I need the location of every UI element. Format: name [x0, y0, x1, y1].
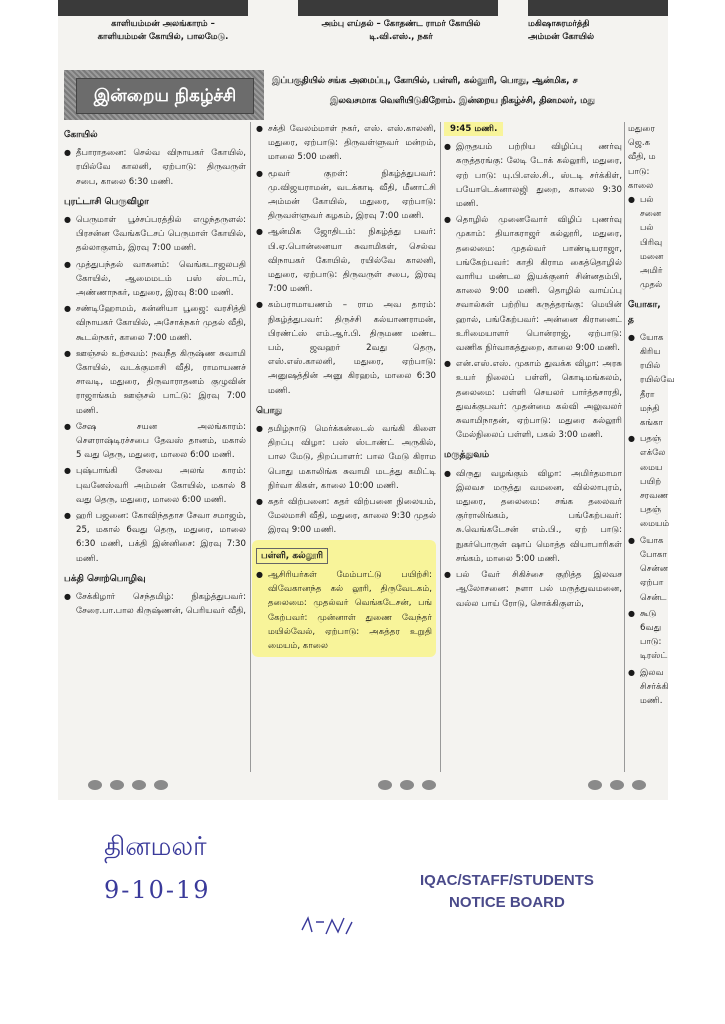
column-2	[256, 122, 436, 657]
newspaper-clipping	[58, 0, 675, 800]
list-item: ● பல் சனை பல் பிரிவு மனை அமிர் முதல்	[628, 193, 668, 292]
list-item: ● யோக கிரிய ரயில் ரயில்வே தீரா மந்தி கங்கா	[628, 331, 668, 430]
column-divider	[250, 122, 251, 772]
decor-dot	[632, 780, 646, 790]
list-item: ● பெருமாள் பூச்சப்பரத்தில் எழுந்தருளல்: பிரசன்ன வேங்கடேசப் பெருமாள் கோயில், தல்லாகுளம், இரவு 7:00 மணி.	[64, 213, 246, 256]
banner-title: இன்றைய நிகழ்ச்சி	[76, 78, 254, 114]
list-item: ● முத்துபந்தல் வாகனம்: வெங்கடாஜலபதி கோயில், ஆமைமடம் பஸ் ஸ்டாப், அண்ணாநகர், மதுரை, இரவு 8:00 மணி.	[64, 258, 246, 301]
text-fragment: பாடு:	[628, 166, 650, 177]
column-1	[64, 122, 246, 621]
list-item: ● கதர் விற்பனை: கதர் விற்பனை நிலையம், மேலமாசி வீதி, மதுரை, காலை 9:30 முதல் இரவு 9:00 மணி.	[256, 495, 436, 538]
decor-dot	[588, 780, 602, 790]
list-item: ● கூடு 6வது பாடு: டிரஸ்ட்	[628, 607, 668, 664]
decor-dot	[132, 780, 146, 790]
text-fragment: காலை	[628, 180, 654, 191]
list-item: ● தொழில் முனைவோர் விழிப் புணர்வு முகாம்: தியாகராஜர் கல்லூரி, மதுரை, தலைமை: முதல்வர் பாண்டியராஜா, பங்கேற்பவர்: காதி கிராம கைத்தொழில் வாரிய மண்டல இயக்குனர் சின்னதம்பி, காலை 9:00 மணி. தொழில் வாய்ப்பு சவால்கள் பற்றிய கருத்தரங்கு: மெயின் ஹால், பங்கேற்பவர்: அன்னை கிரானைட் உரிமையாளர் பொன்ராஜ், ஏற்பாடு: வணிக நிர்வாகத்துறை, காலை 9:00 மணி.	[444, 213, 622, 355]
handwritten-paper-name: தினமலர்	[104, 832, 207, 862]
list-item: ● விருது வழங்கும் விழா: அமிர்தமாமா இலவச மருத்து வமனை, வில்லாபுரம், மதுரை, தலைமை: சங்க தலைவர் குர்ராலிங்கம், பங்கேற்பவர்: சு.வெங்கடேசன் எம்.பி., ஏற் பாடு: நுகர்பொருள் ஷாப் மொத்த வியாபாரிகள் சங்கம், மாலை 5:00 மணி.	[444, 467, 622, 566]
column-4-cropped	[628, 122, 675, 710]
text-fragment: வீதி, ம	[628, 152, 656, 163]
photo-placeholder	[58, 0, 248, 16]
decor-dot	[110, 780, 124, 790]
photo-caption: மகிஷாசுரமர்த்தி அம்மன் கோயில்	[528, 19, 595, 42]
decor-dot	[422, 780, 436, 790]
list-item: ● ஆன்மிக ஜோதிடம்: நிகழ்த்து பவர்: பி.ஏ.பொன்னையா சுவாமிகள், செல்வ விநாயகர் கோயில், ரயில்வே காலனி, மதுரை, ஏற்பாடு: திருவருள் சபை, இரவு 7:00 மணி.	[256, 225, 436, 296]
text-fragment: ஜெ.க	[628, 138, 651, 149]
photo-caption: அம்பு எய்தல் – கோதண்ட ராமர் கோயில் டி.வி.எஸ்., நகர்	[321, 19, 481, 42]
list-item: ● மூவர் குறள்: நிகழ்த்துபவர்: மு.விஜயராமன், வடக்காடி வீதி, மீனாட்சி அம்மன் கோயில், மதுரை, ஏற்பாடு: திருவள்ளுவர் கழகம், இரவு 7:00 மணி.	[256, 167, 436, 224]
notice-board-stamp	[420, 870, 594, 914]
list-item: ● இருதயம் பற்றிய விழிப்பு ணர்வு கருத்தரங்கு: லேடி டோக் கல்லூரி, மதுரை, ஏற் பாடு: யு.பி.எஸ்.சி., ஸ்டடி சர்க்கிள், பயோடெக்னாலஜி துறை, காலை 9:30 மணி.	[444, 140, 622, 211]
list-item: ● பதஞ் எக்லே மைய பயிற் சரவண பதஞ் மையம்	[628, 432, 668, 531]
section-heading: புரட்டாசி பெருவிழா	[64, 196, 149, 207]
list-item: ● சக்தி வேலம்மாள் நகர், எஸ். எஸ்.காலனி, மதுரை, ஏற்பாடு: திருவள்ளுவர் மன்றம், மாலை 5:00 மணி.	[256, 122, 436, 165]
handwritten-date: 9-10-19	[104, 876, 211, 904]
list-item: ● தீபாராதனை: செல்வ விநாயகர் கோயில், ரயில்வே காலனி, ஏற்பாடு: திருவருள் சபை, காலை 6:30 மணி.	[64, 146, 246, 189]
text-fragment: மதுரை	[628, 124, 655, 134]
list-item: ● இலவ சிசர்க்கி மணி.	[628, 666, 668, 709]
list-item: ● தமிழ்நாடு மெர்க்கன்டைல் வங்கி கிளை திறப்பு விழா: பஸ் ஸ்டாண்ட் அருகில், பால மேடு, திறப்பாளர்: பால மேடு கிராம பொது மகாலிங்க சுவாமி மடத்து கமிட்டி நிர்வா கிகள், காலை 10:00 மணி.	[256, 422, 436, 493]
section-heading: யோகா, த	[628, 300, 661, 325]
stamp-line: NOTICE BOARD	[449, 894, 565, 911]
decor-dot	[378, 780, 392, 790]
section-banner	[64, 70, 264, 120]
list-item: ● யோக போகா சென்ன ஏற்பா சென்ட	[628, 534, 668, 605]
banner-line: இலவசமாக வெளியிடுகிறோம். இன்றைய நிகழ்ச்சி, தினமலர், மது	[330, 96, 595, 106]
list-item: ● சேஷ சயன அலங்காரம்: சௌராஷ்டிரச்சபை தேவஸ் தானம், மகால் 5 வது தெரு, மதுரை, மாலை 6:00 மணி.	[64, 420, 246, 463]
list-item: ● புஷ்பாங்கி சேவை அலங் காரம்: புவனேஸ்வரி அம்மன் கோயில், மகால் 8 வது தெரு, மதுரை, மாலை 6:00 மணி.	[64, 464, 246, 507]
top-photo-strip	[58, 0, 668, 58]
section-heading: பொது	[256, 405, 283, 416]
decor-dot	[400, 780, 414, 790]
list-item: ● என்.எஸ்.எஸ். முகாம் துவக்க விழா: அரசு உயர் நிலைப் பள்ளி, கொடிமங்கலம், தலைமை: பள்ளி செயலர் பார்த்தசாரதி, துவக்குபவர்: முதன்மை கல்வி அலுவலர் சுவாமிநாதன், ஏற்பாடு: மதுரை கல்லூரி மேல்நிலைப் பள்ளி, பகல் 3:00 மணி.	[444, 357, 622, 442]
highlighted-time: 9:45 மணி.	[444, 122, 503, 136]
column-divider	[440, 122, 441, 772]
section-heading: பக்தி சொற்பொழிவு	[64, 573, 146, 584]
decorative-dot-row	[88, 780, 668, 800]
decor-dot	[88, 780, 102, 790]
list-item: ● ஹரி பஜனை: கோவிந்ததாச சேவா சமாஜம், 25, மகால் 6வது தெரு, மதுரை, மாலை 6:30 மணி, பக்தி இன்னிசை: இரவு 7:30 மணி.	[64, 509, 246, 566]
section-heading: மருத்துவம்	[444, 450, 490, 461]
list-item: ● ஊஞ்சல் உற்சவம்: நவநீத கிருஷ்ண சுவாமி கோயில், வடக்குமாசி வீதி, ராமாயணச் சாவடி, மதுரை, திருவாராதனம் குழுவின் ராஜாங்கம் ஊஞ்சல் பாட்டு: இரவு 7:00 மணி.	[64, 347, 246, 418]
section-heading: கோயில்	[64, 130, 98, 140]
decor-dot	[610, 780, 624, 790]
column-divider	[624, 122, 625, 772]
list-item: ● சேக்கிழார் செந்தமிழ்: நிகழ்த்துபவர்: சேரை.பா.பால கிருஷ்ணன், பெரியவர் வீதி,	[64, 590, 246, 618]
decor-dot	[154, 780, 168, 790]
list-item: ● பல் வேர் சிகிச்சை குறித்த இலவச ஆலோசனை: நளா பல் மருத்துவமனை, வல்ல பாய் ரோடு, சொக்கிகுளம்,	[444, 568, 622, 611]
list-item: ● சண்டிஹோமம், கன்னியா பூஜை: வரசித்தி விநாயகர் கோயில், அசோக்நகர் முதல் வீதி, கூடல்நகர், காலை 7:00 மணி.	[64, 302, 246, 345]
initials-signature	[298, 910, 358, 940]
photo-placeholder	[298, 0, 498, 16]
section-heading: பள்ளி, கல்லூரி	[256, 548, 328, 564]
photo-placeholder	[528, 0, 668, 16]
column-3	[444, 122, 622, 613]
stamp-line: IQAC/STAFF/STUDENTS	[420, 872, 594, 889]
list-item: ● கம்பராமாயணம் – ராம அவ தாரம்: நிகழ்த்துபவர்: திருச்சி கல்யாணராமன், பிரண்ட்ஸ் எம்.ஆர்.பி. திருமண மண்ட பம், ஜவஹர் 2வது தெரு, எஸ்.எஸ்.காலனி, மதுரை, ஏற்பாடு: அனுஷத்தின் அனு கிரஹம், மாலை 6:30 மணி.	[256, 298, 436, 397]
list-item: ● ஆசிரியர்கள் மேம்பாட்டு பயிற்சி: விவேகானந்த கல் லூரி, திருவேடகம், தலைமை: முதல்வர் வெங்கடேசன், பங் கேற்பவர்: முன்னாள் துணை வேந்தர் மயில்வேல், ஏற்பாடு: அகத்தர உறுதி மையம், காலை	[256, 568, 432, 653]
highlighted-notice	[252, 540, 436, 657]
photo-caption: காளியம்மன் அலங்காரம் – காளியம்மன் கோயில், பாலமேடு.	[97, 19, 229, 42]
banner-line: இப்பகுதியில் சங்க அமைப்பு, கோயில், பள்ளி, கல்லூரி, பொது, ஆன்மிக, ச	[272, 76, 578, 86]
